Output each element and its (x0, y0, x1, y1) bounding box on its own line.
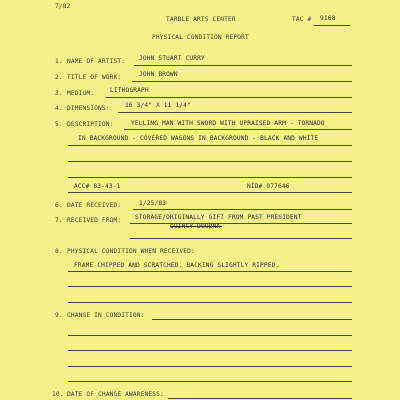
description-line-1: YELLING MAN WITH SWORD WITH UPRAISED ARM - TORNADO (131, 120, 325, 127)
description-label: DESCRIPTION: (67, 121, 114, 128)
received-from-num: 7. (55, 217, 63, 224)
condition-received-num: 8. (55, 248, 63, 255)
date-received-underline (133, 209, 352, 210)
received-from-label: RECEIVED FROM: (67, 217, 122, 224)
change-date-label: DATE OF CHANGE AWARENESS: (67, 391, 164, 398)
description-underline-4 (68, 177, 352, 178)
change-underline-4 (68, 366, 352, 367)
dimensions-value: 16 3/4" X 11 1/4" (125, 102, 191, 109)
change-date-underline (168, 398, 352, 399)
received-from-strikethrough (170, 226, 222, 227)
date-received-label: DATE RECEIVED: (67, 202, 122, 209)
received-from-underline-2 (130, 238, 352, 239)
report-title: PHYSICAL CONDITION REPORT (152, 34, 249, 41)
artist-num: 1. (55, 58, 63, 65)
change-num: 9. (55, 312, 63, 319)
dimensions-label: DIMENSIONS: (67, 105, 110, 112)
tac-number: 9168 (320, 15, 336, 22)
medium-underline (106, 97, 352, 98)
acc-underline (68, 192, 352, 193)
artist-label: NAME OF ARTIST: (67, 58, 126, 65)
org-name: TARBLE ARTS CENTER (166, 16, 236, 23)
acc-number: ACC# 83-43-1 (74, 183, 121, 190)
artist-underline (134, 65, 352, 66)
change-underline-2 (68, 335, 352, 336)
description-underline-2 (68, 145, 352, 146)
change-underline-3 (68, 350, 352, 351)
description-underline-1 (124, 129, 352, 130)
tac-underline (314, 25, 350, 26)
work-value: JOHN BROWN (139, 71, 178, 78)
change-underline-5 (68, 381, 352, 382)
change-label: CHANGE IN CONDITION: (67, 312, 145, 319)
work-label: TITLE OF WORK: (67, 74, 122, 81)
date-received-value: 1/25/83 (139, 200, 167, 207)
date-received-num: 6. (55, 202, 63, 209)
received-from-underline-1 (130, 223, 352, 224)
received-from-line-1: STORAGE/ORIGINALLY GIFT FROM PAST PRESIDENT (135, 214, 302, 221)
description-underline-3 (68, 161, 352, 162)
change-date-num: 10. (52, 391, 64, 398)
description-line-2: IN BACKGROUND - COVERED WAGONS IN BACKGROUND - BLACK AND WHITE (78, 135, 319, 142)
received-from-line-2: QUINCY DOUDNA (170, 223, 221, 230)
medium-value: LITHOGRAPH (110, 87, 149, 94)
tac-label: TAC # (292, 16, 312, 23)
description-num: 5. (55, 121, 63, 128)
work-num: 2. (55, 74, 63, 81)
condition-underline-2 (68, 286, 352, 287)
work-underline (132, 81, 352, 82)
condition-received-value: FRAME CHIPPED AND SCRATCHED. BACKING SLIGHTLY RIPPED. (74, 262, 280, 269)
condition-underline-1 (68, 271, 352, 272)
dimensions-underline (118, 112, 352, 113)
condition-received-label: PHYSICAL CONDITION WHEN RECEIVED: (67, 248, 195, 255)
condition-underline-3 (68, 302, 352, 303)
medium-num: 3. (55, 90, 63, 97)
report-date: 7/82 (55, 3, 71, 10)
nid-number: NID# 077646 (247, 183, 290, 190)
artist-value: JOHN STUART CURRY (139, 55, 205, 62)
change-underline-1 (152, 319, 352, 320)
medium-label: MEDIUM: (67, 90, 95, 97)
dimensions-num: 4. (55, 105, 63, 112)
